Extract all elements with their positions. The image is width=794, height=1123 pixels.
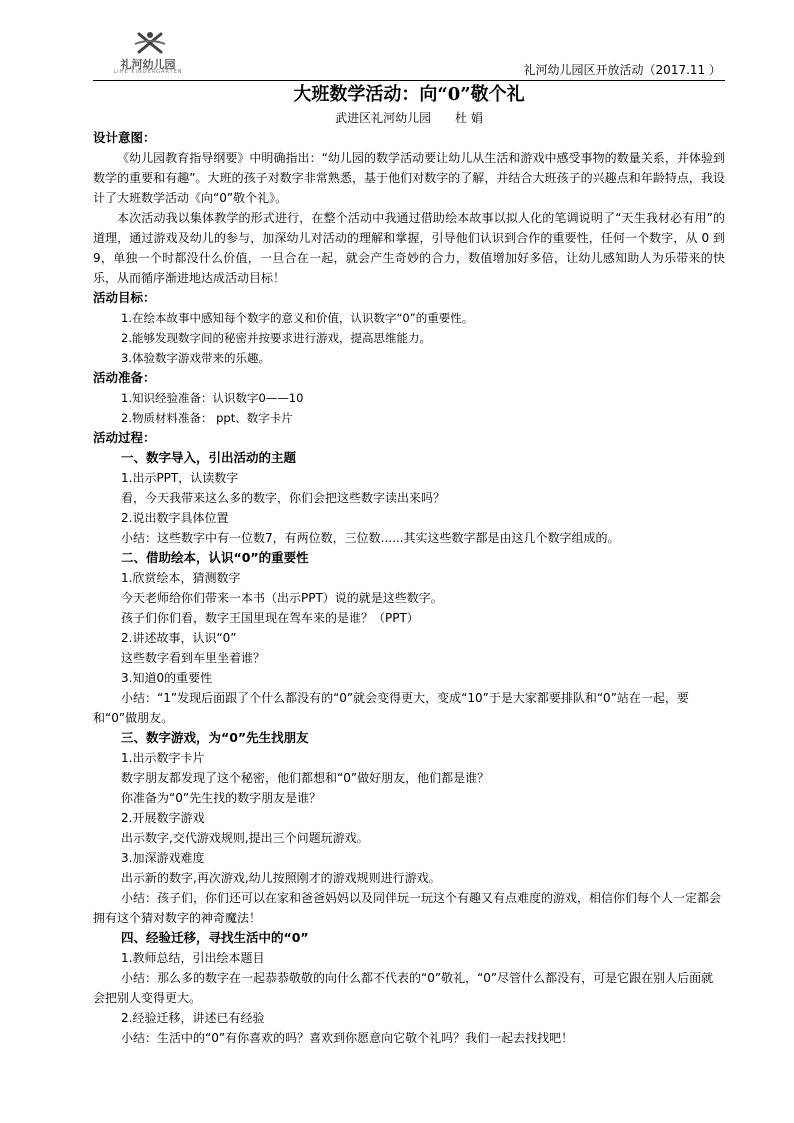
section-3-title: 三、数字游戏，为“0”先生找朋友 (121, 730, 309, 745)
goal-item-3: 3.体验数字游戏带来的乐趣。 (121, 351, 270, 365)
section-3-line: 2.开展数字游戏 (121, 811, 205, 825)
section-3-line: 数字朋友都发现了这个秘密，他们都想和“0”做好朋友，他们都是谁？ (121, 771, 490, 785)
section-1-line: 看，今天我带来这么多的数字，你们会把这些数字读出来吗？ (121, 491, 446, 505)
design-paragraph-1: 《幼儿园教育指导纲要》中明确指出：“幼儿园的数学活动要让幼儿从生活和游戏中感受事物的数量关系，并体验到数学的重要和有趣”。大班的孩子对数字非常熟悉，基于他们对数字的了解，并结合大班孩子的兴趣点和年龄特点，我设计了大班数学活动《向“0”敬个礼》。 (93, 151, 725, 205)
goals-heading: 活动目标： (93, 290, 156, 305)
author-school: 武进区礼河幼儿园 (335, 111, 432, 125)
section-2-line: 这些数字看到车里坐着谁？ (121, 651, 266, 665)
section-1-line: 2.说出数字具体位置 (121, 511, 229, 525)
document-body (93, 84, 725, 1048)
section-4-line: 2.经验迁移，讲述已有经验 (121, 1011, 265, 1025)
section-3-line: 你准备为“0”先生找的数字朋友是谁？ (121, 791, 322, 805)
prep-item-1: 1.知识经验准备：认识数字0——10 (121, 391, 304, 405)
section-4-summary: 小结：那么多的数字在一起恭恭敬敬的向什么都不代表的“0”敬礼，“0”尽管什么都没有，可是它跟在别人后面就会把别人变得更大。 (93, 971, 714, 1005)
document-title: 大班数学活动：向“0”敬个礼 (293, 84, 525, 105)
section-3-line: 3.加深游戏难度 (121, 851, 205, 865)
author-line (93, 108, 725, 128)
section-4-line: 1.教师总结，引出绘本题目 (121, 951, 265, 965)
section-2-title: 二、借助绘本，认识“0”的重要性 (121, 550, 309, 565)
page-header (93, 30, 725, 81)
design-heading: 设计意图： (93, 130, 156, 145)
design-paragraph-2: 本次活动我以集体教学的形式进行，在整个活动中我通过借助绘本故事以拟人化的笔调说明了“天生我材必有用”的道理，通过游戏及幼儿的参与，加深幼儿对活动的理解和掌握，引导他们认识到合作的重要性，任何一个数字，从 0 到 9，单独一个时都没什么价值，一旦合在一起，就会产生奇妙的合力，数值增加好多倍，让幼儿感知助人为乐带来的快乐，从而循序渐进地达成活动目标！ (93, 211, 725, 285)
author-name: 杜 娟 (455, 111, 483, 125)
section-1-title: 一、数字导入，引出活动的主题 (121, 450, 297, 465)
section-4-title: 四、经验迁移，寻找生活中的“0” (121, 930, 309, 945)
section-3-line: 1.出示数字卡片 (121, 751, 205, 765)
section-3-summary: 小结：孩子们，你们还可以在家和爸爸妈妈以及同伴玩一玩这个有趣又有点难度的游戏，相信你们每个人一定都会拥有这个猜对数字的神奇魔法！ (93, 891, 722, 925)
process-heading: 活动过程： (93, 430, 156, 445)
kindergarten-logo (103, 30, 213, 76)
section-3-line: 出示新的数字,再次游戏,幼儿按照刚才的游戏规则进行游戏。 (121, 871, 441, 885)
goal-item-2: 2.能够发现数字间的秘密并按要求进行游戏，提高思维能力。 (121, 331, 431, 345)
logo-name: 礼河幼儿园 (120, 58, 176, 71)
header-event-label: 礼河幼儿园区开放活动（2017.11 ） (523, 63, 721, 77)
goal-item-1: 1.在绘本故事中感知每个数字的意义和价值，认识数字“0”的重要性。 (121, 311, 474, 325)
section-3-line: 出示数字,交代游戏规则,提出三个问题玩游戏。 (121, 831, 369, 845)
section-1-line: 1.出示PPT，认读数字 (121, 471, 239, 485)
section-1-summary: 小结：这些数字中有一位数7，有两位数，三位数......其实这些数字都是由这几个数字组成的。 (121, 531, 620, 545)
prep-heading: 活动准备： (93, 370, 156, 385)
section-2-line: 孩子们你们看，数字王国里现在驾车来的是谁？（PPT） (121, 611, 419, 625)
section-2-line: 1.欣赏绘本，猜测数字 (121, 571, 241, 585)
section-2-line: 2.讲述故事，认识“0” (121, 631, 237, 645)
logo-figure-icon (133, 30, 167, 56)
section-2-line: 3.知道0的重要性 (121, 671, 213, 685)
prep-item-2: 2.物质材料准备： ppt、数字卡片 (121, 411, 293, 425)
section-2-summary: 小结：“1”发现后面跟了个什么都没有的“0”就会变得更大，变成“10”于是大家都要排队和“0”站在一起，要和“0”做朋友。 (93, 691, 689, 725)
section-4-final-summary: 小结：生活中的“0”有你喜欢的吗？喜欢到你愿意向它敬个礼吗？我们一起去找找吧！ (121, 1031, 574, 1045)
logo-subtext: LIHE KINDERGARTEN (113, 69, 183, 75)
section-2-line: 今天老师给你们带来一本书（出示PPT）说的就是这些数字。 (121, 591, 443, 605)
